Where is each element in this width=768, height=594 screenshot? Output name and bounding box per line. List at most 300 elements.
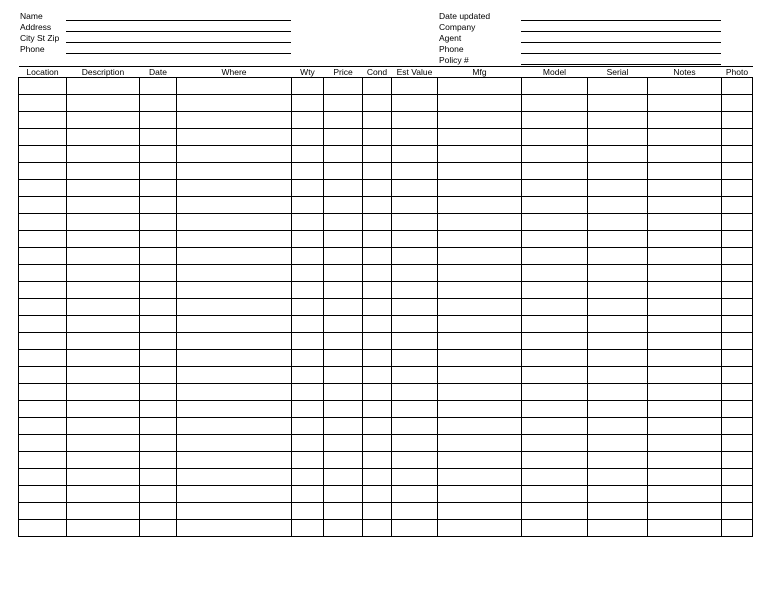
cell-model[interactable]	[522, 299, 588, 316]
cell-cond[interactable]	[363, 197, 392, 214]
cell-location[interactable]	[19, 265, 67, 282]
cell-cond[interactable]	[363, 520, 392, 537]
cell-price[interactable]	[324, 520, 363, 537]
city-st-zip-field[interactable]	[66, 42, 291, 43]
cell-cond[interactable]	[363, 486, 392, 503]
cell-mfg[interactable]	[438, 384, 522, 401]
cell-date[interactable]	[140, 452, 177, 469]
cell-notes[interactable]	[648, 282, 722, 299]
cell-photo[interactable]	[722, 401, 753, 418]
cell-wty[interactable]	[292, 350, 324, 367]
cell-wty[interactable]	[292, 112, 324, 129]
cell-mfg[interactable]	[438, 95, 522, 112]
cell-model[interactable]	[522, 129, 588, 146]
cell-wty[interactable]	[292, 316, 324, 333]
cell-where[interactable]	[177, 452, 292, 469]
cell-photo[interactable]	[722, 333, 753, 350]
cell-cond[interactable]	[363, 78, 392, 95]
cell-wty[interactable]	[292, 418, 324, 435]
cell-notes[interactable]	[648, 112, 722, 129]
cell-serial[interactable]	[588, 129, 648, 146]
cell-wty[interactable]	[292, 503, 324, 520]
date-updated-field[interactable]	[521, 20, 721, 21]
cell-description[interactable]	[67, 231, 140, 248]
cell-description[interactable]	[67, 486, 140, 503]
cell-est-value[interactable]	[392, 299, 438, 316]
cell-price[interactable]	[324, 384, 363, 401]
cell-where[interactable]	[177, 214, 292, 231]
cell-location[interactable]	[19, 401, 67, 418]
cell-model[interactable]	[522, 520, 588, 537]
cell-serial[interactable]	[588, 163, 648, 180]
cell-serial[interactable]	[588, 265, 648, 282]
cell-wty[interactable]	[292, 248, 324, 265]
cell-location[interactable]	[19, 248, 67, 265]
cell-est-value[interactable]	[392, 435, 438, 452]
cell-serial[interactable]	[588, 350, 648, 367]
cell-description[interactable]	[67, 248, 140, 265]
cell-price[interactable]	[324, 418, 363, 435]
cell-notes[interactable]	[648, 486, 722, 503]
cell-notes[interactable]	[648, 469, 722, 486]
cell-cond[interactable]	[363, 214, 392, 231]
cell-notes[interactable]	[648, 452, 722, 469]
cell-price[interactable]	[324, 350, 363, 367]
cell-description[interactable]	[67, 282, 140, 299]
cell-description[interactable]	[67, 452, 140, 469]
cell-serial[interactable]	[588, 401, 648, 418]
cell-mfg[interactable]	[438, 146, 522, 163]
cell-date[interactable]	[140, 146, 177, 163]
cell-model[interactable]	[522, 78, 588, 95]
cell-date[interactable]	[140, 248, 177, 265]
cell-serial[interactable]	[588, 486, 648, 503]
cell-location[interactable]	[19, 129, 67, 146]
cell-mfg[interactable]	[438, 486, 522, 503]
cell-location[interactable]	[19, 95, 67, 112]
cell-est-value[interactable]	[392, 469, 438, 486]
cell-notes[interactable]	[648, 95, 722, 112]
cell-location[interactable]	[19, 231, 67, 248]
cell-mfg[interactable]	[438, 452, 522, 469]
cell-wty[interactable]	[292, 231, 324, 248]
cell-est-value[interactable]	[392, 486, 438, 503]
cell-notes[interactable]	[648, 401, 722, 418]
cell-wty[interactable]	[292, 214, 324, 231]
cell-location[interactable]	[19, 163, 67, 180]
cell-photo[interactable]	[722, 180, 753, 197]
cell-wty[interactable]	[292, 384, 324, 401]
cell-description[interactable]	[67, 197, 140, 214]
cell-date[interactable]	[140, 401, 177, 418]
cell-serial[interactable]	[588, 435, 648, 452]
cell-serial[interactable]	[588, 520, 648, 537]
cell-est-value[interactable]	[392, 163, 438, 180]
cell-notes[interactable]	[648, 435, 722, 452]
cell-notes[interactable]	[648, 146, 722, 163]
cell-description[interactable]	[67, 180, 140, 197]
cell-price[interactable]	[324, 214, 363, 231]
cell-price[interactable]	[324, 248, 363, 265]
cell-date[interactable]	[140, 180, 177, 197]
cell-location[interactable]	[19, 316, 67, 333]
cell-wty[interactable]	[292, 452, 324, 469]
cell-where[interactable]	[177, 418, 292, 435]
cell-model[interactable]	[522, 333, 588, 350]
cell-mfg[interactable]	[438, 129, 522, 146]
cell-description[interactable]	[67, 129, 140, 146]
cell-price[interactable]	[324, 180, 363, 197]
cell-notes[interactable]	[648, 350, 722, 367]
cell-description[interactable]	[67, 384, 140, 401]
cell-location[interactable]	[19, 520, 67, 537]
cell-notes[interactable]	[648, 418, 722, 435]
cell-location[interactable]	[19, 452, 67, 469]
cell-cond[interactable]	[363, 384, 392, 401]
cell-date[interactable]	[140, 129, 177, 146]
cell-notes[interactable]	[648, 520, 722, 537]
cell-cond[interactable]	[363, 401, 392, 418]
cell-notes[interactable]	[648, 367, 722, 384]
cell-date[interactable]	[140, 520, 177, 537]
cell-photo[interactable]	[722, 418, 753, 435]
cell-serial[interactable]	[588, 418, 648, 435]
cell-mfg[interactable]	[438, 333, 522, 350]
cell-where[interactable]	[177, 146, 292, 163]
cell-model[interactable]	[522, 180, 588, 197]
cell-description[interactable]	[67, 469, 140, 486]
cell-price[interactable]	[324, 146, 363, 163]
cell-date[interactable]	[140, 503, 177, 520]
cell-photo[interactable]	[722, 503, 753, 520]
cell-photo[interactable]	[722, 163, 753, 180]
cell-mfg[interactable]	[438, 248, 522, 265]
cell-where[interactable]	[177, 248, 292, 265]
cell-location[interactable]	[19, 78, 67, 95]
cell-est-value[interactable]	[392, 265, 438, 282]
cell-mfg[interactable]	[438, 350, 522, 367]
cell-est-value[interactable]	[392, 146, 438, 163]
cell-mfg[interactable]	[438, 520, 522, 537]
cell-model[interactable]	[522, 282, 588, 299]
cell-date[interactable]	[140, 112, 177, 129]
cell-wty[interactable]	[292, 265, 324, 282]
cell-price[interactable]	[324, 333, 363, 350]
cell-price[interactable]	[324, 78, 363, 95]
cell-where[interactable]	[177, 367, 292, 384]
cell-est-value[interactable]	[392, 95, 438, 112]
cell-mfg[interactable]	[438, 163, 522, 180]
cell-model[interactable]	[522, 214, 588, 231]
cell-where[interactable]	[177, 78, 292, 95]
cell-wty[interactable]	[292, 129, 324, 146]
cell-date[interactable]	[140, 282, 177, 299]
cell-cond[interactable]	[363, 503, 392, 520]
cell-description[interactable]	[67, 163, 140, 180]
cell-description[interactable]	[67, 435, 140, 452]
cell-price[interactable]	[324, 299, 363, 316]
cell-location[interactable]	[19, 367, 67, 384]
cell-date[interactable]	[140, 333, 177, 350]
cell-where[interactable]	[177, 503, 292, 520]
cell-price[interactable]	[324, 129, 363, 146]
cell-photo[interactable]	[722, 112, 753, 129]
cell-price[interactable]	[324, 367, 363, 384]
cell-est-value[interactable]	[392, 316, 438, 333]
cell-cond[interactable]	[363, 95, 392, 112]
cell-serial[interactable]	[588, 316, 648, 333]
cell-model[interactable]	[522, 384, 588, 401]
cell-location[interactable]	[19, 350, 67, 367]
cell-est-value[interactable]	[392, 248, 438, 265]
cell-est-value[interactable]	[392, 129, 438, 146]
cell-date[interactable]	[140, 163, 177, 180]
cell-notes[interactable]	[648, 384, 722, 401]
cell-mfg[interactable]	[438, 316, 522, 333]
cell-date[interactable]	[140, 350, 177, 367]
cell-mfg[interactable]	[438, 197, 522, 214]
cell-location[interactable]	[19, 503, 67, 520]
cell-location[interactable]	[19, 486, 67, 503]
cell-photo[interactable]	[722, 282, 753, 299]
cell-price[interactable]	[324, 469, 363, 486]
cell-cond[interactable]	[363, 418, 392, 435]
cell-location[interactable]	[19, 418, 67, 435]
cell-wty[interactable]	[292, 299, 324, 316]
cell-mfg[interactable]	[438, 214, 522, 231]
cell-photo[interactable]	[722, 146, 753, 163]
cell-where[interactable]	[177, 231, 292, 248]
cell-model[interactable]	[522, 350, 588, 367]
cell-notes[interactable]	[648, 299, 722, 316]
cell-price[interactable]	[324, 401, 363, 418]
cell-location[interactable]	[19, 299, 67, 316]
cell-model[interactable]	[522, 486, 588, 503]
cell-serial[interactable]	[588, 333, 648, 350]
cell-location[interactable]	[19, 112, 67, 129]
cell-location[interactable]	[19, 435, 67, 452]
cell-mfg[interactable]	[438, 367, 522, 384]
cell-model[interactable]	[522, 265, 588, 282]
cell-description[interactable]	[67, 265, 140, 282]
cell-wty[interactable]	[292, 401, 324, 418]
cell-description[interactable]	[67, 316, 140, 333]
cell-where[interactable]	[177, 197, 292, 214]
cell-where[interactable]	[177, 333, 292, 350]
cell-date[interactable]	[140, 367, 177, 384]
cell-where[interactable]	[177, 384, 292, 401]
phone-field[interactable]	[66, 53, 291, 54]
cell-mfg[interactable]	[438, 112, 522, 129]
cell-photo[interactable]	[722, 231, 753, 248]
cell-description[interactable]	[67, 503, 140, 520]
cell-cond[interactable]	[363, 129, 392, 146]
cell-model[interactable]	[522, 452, 588, 469]
cell-serial[interactable]	[588, 231, 648, 248]
cell-mfg[interactable]	[438, 265, 522, 282]
cell-serial[interactable]	[588, 95, 648, 112]
cell-est-value[interactable]	[392, 401, 438, 418]
cell-serial[interactable]	[588, 452, 648, 469]
cell-model[interactable]	[522, 469, 588, 486]
cell-location[interactable]	[19, 282, 67, 299]
cell-est-value[interactable]	[392, 452, 438, 469]
cell-price[interactable]	[324, 316, 363, 333]
cell-model[interactable]	[522, 435, 588, 452]
cell-cond[interactable]	[363, 299, 392, 316]
cell-wty[interactable]	[292, 469, 324, 486]
cell-date[interactable]	[140, 299, 177, 316]
cell-serial[interactable]	[588, 469, 648, 486]
cell-est-value[interactable]	[392, 350, 438, 367]
cell-description[interactable]	[67, 146, 140, 163]
cell-notes[interactable]	[648, 180, 722, 197]
cell-description[interactable]	[67, 95, 140, 112]
cell-photo[interactable]	[722, 299, 753, 316]
cell-price[interactable]	[324, 503, 363, 520]
cell-est-value[interactable]	[392, 503, 438, 520]
cell-photo[interactable]	[722, 435, 753, 452]
cell-description[interactable]	[67, 112, 140, 129]
cell-cond[interactable]	[363, 333, 392, 350]
cell-where[interactable]	[177, 282, 292, 299]
cell-location[interactable]	[19, 333, 67, 350]
cell-where[interactable]	[177, 265, 292, 282]
cell-price[interactable]	[324, 197, 363, 214]
cell-serial[interactable]	[588, 384, 648, 401]
cell-est-value[interactable]	[392, 112, 438, 129]
cell-wty[interactable]	[292, 333, 324, 350]
cell-photo[interactable]	[722, 316, 753, 333]
cell-wty[interactable]	[292, 520, 324, 537]
policy-number-field[interactable]	[521, 64, 721, 65]
cell-where[interactable]	[177, 350, 292, 367]
cell-where[interactable]	[177, 163, 292, 180]
cell-notes[interactable]	[648, 129, 722, 146]
cell-where[interactable]	[177, 469, 292, 486]
cell-description[interactable]	[67, 299, 140, 316]
cell-serial[interactable]	[588, 146, 648, 163]
cell-wty[interactable]	[292, 95, 324, 112]
cell-mfg[interactable]	[438, 78, 522, 95]
cell-photo[interactable]	[722, 367, 753, 384]
cell-est-value[interactable]	[392, 520, 438, 537]
cell-description[interactable]	[67, 333, 140, 350]
cell-model[interactable]	[522, 146, 588, 163]
cell-model[interactable]	[522, 418, 588, 435]
cell-where[interactable]	[177, 401, 292, 418]
cell-price[interactable]	[324, 486, 363, 503]
cell-cond[interactable]	[363, 452, 392, 469]
cell-location[interactable]	[19, 180, 67, 197]
cell-cond[interactable]	[363, 435, 392, 452]
cell-cond[interactable]	[363, 367, 392, 384]
cell-photo[interactable]	[722, 95, 753, 112]
cell-notes[interactable]	[648, 503, 722, 520]
cell-date[interactable]	[140, 265, 177, 282]
cell-description[interactable]	[67, 401, 140, 418]
cell-photo[interactable]	[722, 452, 753, 469]
cell-notes[interactable]	[648, 197, 722, 214]
agent-phone-field[interactable]	[521, 53, 721, 54]
cell-model[interactable]	[522, 316, 588, 333]
cell-wty[interactable]	[292, 486, 324, 503]
cell-est-value[interactable]	[392, 367, 438, 384]
company-field[interactable]	[521, 31, 721, 32]
cell-cond[interactable]	[363, 265, 392, 282]
cell-est-value[interactable]	[392, 78, 438, 95]
cell-where[interactable]	[177, 95, 292, 112]
cell-mfg[interactable]	[438, 435, 522, 452]
address-field[interactable]	[66, 31, 291, 32]
cell-date[interactable]	[140, 435, 177, 452]
cell-where[interactable]	[177, 486, 292, 503]
cell-photo[interactable]	[722, 265, 753, 282]
cell-mfg[interactable]	[438, 180, 522, 197]
cell-est-value[interactable]	[392, 333, 438, 350]
cell-model[interactable]	[522, 503, 588, 520]
cell-wty[interactable]	[292, 282, 324, 299]
cell-location[interactable]	[19, 197, 67, 214]
cell-price[interactable]	[324, 95, 363, 112]
cell-description[interactable]	[67, 418, 140, 435]
cell-cond[interactable]	[363, 231, 392, 248]
cell-serial[interactable]	[588, 180, 648, 197]
cell-cond[interactable]	[363, 248, 392, 265]
cell-mfg[interactable]	[438, 503, 522, 520]
cell-photo[interactable]	[722, 384, 753, 401]
cell-serial[interactable]	[588, 248, 648, 265]
cell-wty[interactable]	[292, 163, 324, 180]
cell-est-value[interactable]	[392, 384, 438, 401]
cell-where[interactable]	[177, 435, 292, 452]
cell-cond[interactable]	[363, 112, 392, 129]
cell-est-value[interactable]	[392, 180, 438, 197]
cell-price[interactable]	[324, 282, 363, 299]
cell-mfg[interactable]	[438, 231, 522, 248]
cell-location[interactable]	[19, 146, 67, 163]
cell-model[interactable]	[522, 367, 588, 384]
cell-notes[interactable]	[648, 78, 722, 95]
cell-price[interactable]	[324, 231, 363, 248]
cell-price[interactable]	[324, 452, 363, 469]
cell-photo[interactable]	[722, 129, 753, 146]
cell-wty[interactable]	[292, 146, 324, 163]
cell-serial[interactable]	[588, 282, 648, 299]
cell-location[interactable]	[19, 469, 67, 486]
cell-where[interactable]	[177, 316, 292, 333]
cell-date[interactable]	[140, 384, 177, 401]
cell-model[interactable]	[522, 248, 588, 265]
cell-notes[interactable]	[648, 316, 722, 333]
cell-model[interactable]	[522, 197, 588, 214]
cell-est-value[interactable]	[392, 197, 438, 214]
cell-serial[interactable]	[588, 78, 648, 95]
cell-serial[interactable]	[588, 214, 648, 231]
cell-where[interactable]	[177, 112, 292, 129]
cell-date[interactable]	[140, 316, 177, 333]
cell-notes[interactable]	[648, 231, 722, 248]
cell-photo[interactable]	[722, 214, 753, 231]
cell-description[interactable]	[67, 350, 140, 367]
cell-where[interactable]	[177, 299, 292, 316]
cell-cond[interactable]	[363, 316, 392, 333]
cell-notes[interactable]	[648, 163, 722, 180]
cell-date[interactable]	[140, 469, 177, 486]
cell-serial[interactable]	[588, 367, 648, 384]
cell-location[interactable]	[19, 214, 67, 231]
cell-description[interactable]	[67, 78, 140, 95]
